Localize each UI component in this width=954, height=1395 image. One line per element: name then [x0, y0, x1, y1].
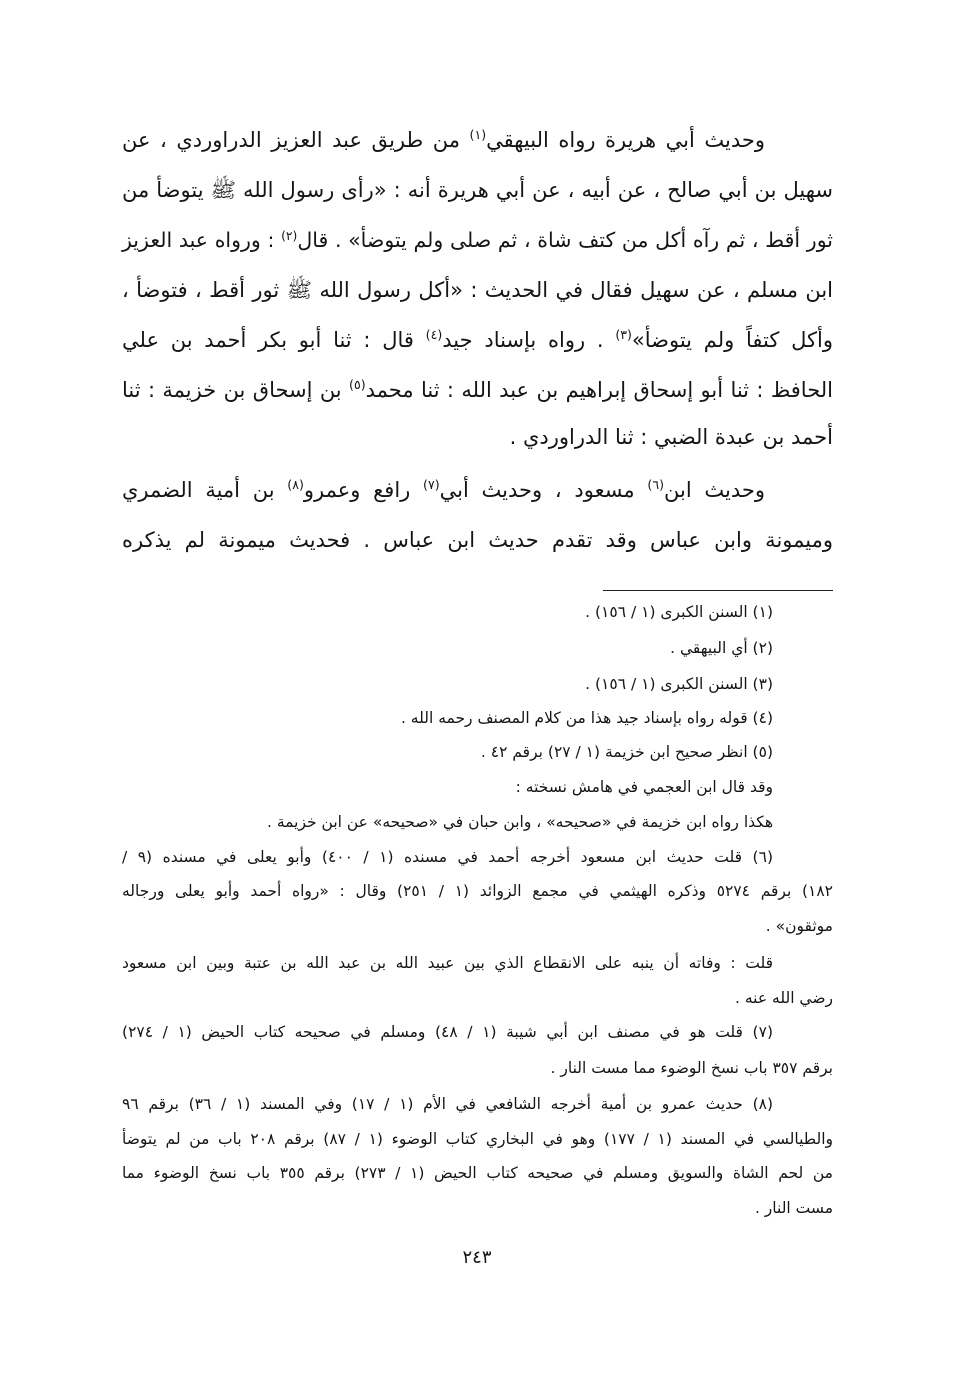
text-run: ابن مسلم ، عن سهيل فقال في الحديث : «أكل رسول الله ﷺ ثور أقط ، فتوضأ ،: [122, 278, 833, 302]
footnote-line: (٥) انظر صحيح ابن خزيمة (١ / ٢٧) برقم ٤٢ .: [480, 743, 773, 761]
body-line: [122, 265, 833, 315]
text-run: ثور أقط ، ثم رآه أكل من كتف شاة ، ثم صلى ولم يتوضأ» . قال: [297, 228, 833, 252]
text-run: بن إسحاق بن خزيمة : ثنا: [122, 378, 350, 402]
body-line: [122, 215, 833, 265]
footnote-line: والطيالسي في المسند (١ / ١٧٧) وهو في البخاري كتاب الوضوء (١ / ٨٧) برقم ٢٠٨ باب من لم يتوضأ: [122, 1130, 833, 1148]
footnote-line: (٣) السنن الكبرى (١ / ١٥٦) .: [585, 675, 773, 693]
text-run: وأكل كتفاً ولم يتوضأ»: [631, 328, 834, 352]
footnote-line: ١٨٢) برقم ٥٢٧٤ وذكره الهيثمي في مجمع الزوائد (١ / ٢٥١) وقال : «رواه أحمد وأبو يعلى ورجاله: [122, 882, 834, 900]
footnote-line: وقد قال ابن العجمي في هامش نسخته :: [515, 778, 773, 796]
footnote-line: (٤) قوله رواه بإسناد جيد هذا من كلام المصنف رحمه الله .: [400, 709, 773, 727]
text-run: وميمونة وابن عباس وقد تقدم حديث ابن عباس . فحديث ميمونة لم يذكره: [122, 528, 833, 552]
footnote-ref: (٥): [349, 377, 366, 393]
page-number: ٢٤٣: [462, 1247, 492, 1268]
text-run: من طريق عبد العزيز الدراوردي ، عن: [122, 128, 470, 152]
footnote-line: برقم ٣٥٧ باب نسخ الوضوء مما مست النار .: [550, 1059, 833, 1077]
footnote-line: موثقون» .: [765, 917, 833, 935]
footnote-line: قلت : وفاته أن ينبه على الانقطاع الذي بين عبيد الله بن عبد الله بن عتبة وبين ابن مسعود: [122, 954, 773, 972]
footnote-line: (٢) أي البيهقي .: [670, 639, 773, 657]
footnote-line: من لحم الشاة والسويق ومسلم في صحيحه كتاب الحيض (١ / ٢٧٣) برقم ٣٥٥ باب نسخ الوضوء مما: [122, 1164, 833, 1182]
text-run: أحمد بن عبدة الضبي : ثنا الدراوردي .: [509, 425, 833, 449]
text-run: وحديث أبي هريرة رواه البيهقي: [486, 128, 765, 152]
footnote-ref: (٨): [287, 477, 304, 493]
body-line: [122, 465, 833, 515]
footnote-ref: (٧): [423, 477, 440, 493]
body-line: [122, 412, 833, 462]
footnote-ref: (٦): [647, 477, 665, 493]
footnote-ref: (١): [469, 127, 487, 143]
footnote-line: (١) السنن الكبرى (١ / ١٥٦) .: [585, 603, 773, 621]
footnote-ref: (٣): [615, 327, 632, 343]
footnote-line: (٧) قلت هو في مصنف ابن أبي شيبة (١ / ٤٨) ومسلم في صحيحه كتاب الحيض (١ / ٢٧٤): [122, 1023, 773, 1041]
text-run: بن أمية الضمري: [122, 478, 288, 502]
footnote-line: مست النار .: [754, 1199, 833, 1217]
footnote-line: (٦) قلت حديث ابن مسعود أخرجه أحمد في مسنده (١ / ٤٠٠) وأبو يعلى في مسنده (٩ /: [122, 848, 773, 866]
text-run: مسعود ، وحديث أبي: [439, 478, 648, 502]
text-run: . رواه بإسناد جيد: [442, 328, 616, 352]
text-run: رافع وعمرو: [303, 478, 424, 502]
text-run: سهيل بن أبي صالح ، عن أبيه ، عن أبي هريرة أنه : «رأى رسول الله ﷺ يتوضأ من: [122, 178, 833, 202]
footnote-line: هكذا رواه ابن خزيمة في «صحيحه» ، وابن حبان في «صحيحه» عن ابن خزيمة .: [267, 813, 773, 831]
footnote-ref: (٢): [281, 228, 298, 243]
body-line: [122, 165, 833, 215]
footnote-ref: (٤): [425, 327, 443, 343]
text-run: قال : ثنا أبو بكر أحمد بن علي: [122, 328, 426, 352]
text-run: وحديث ابن: [664, 478, 766, 502]
text-run: : ورواه عبد العزيز: [122, 228, 282, 252]
body-line: [122, 365, 833, 415]
footnote-line: رضي الله عنه .: [735, 989, 833, 1007]
footnote-separator: [603, 590, 833, 591]
text-run: الحافظ : ثنا أبو إسحاق إبراهيم بن عبد الله : ثنا محمد: [365, 378, 833, 402]
body-line: [122, 515, 833, 565]
footnote-line: (٨) حديث عمرو بن أمية أخرجه الشافعي في الأم (١ / ١٧) وفي المسند (١ / ٣٦) برقم ٩٦: [122, 1095, 774, 1113]
body-line: [122, 115, 833, 165]
body-line: [122, 315, 833, 365]
